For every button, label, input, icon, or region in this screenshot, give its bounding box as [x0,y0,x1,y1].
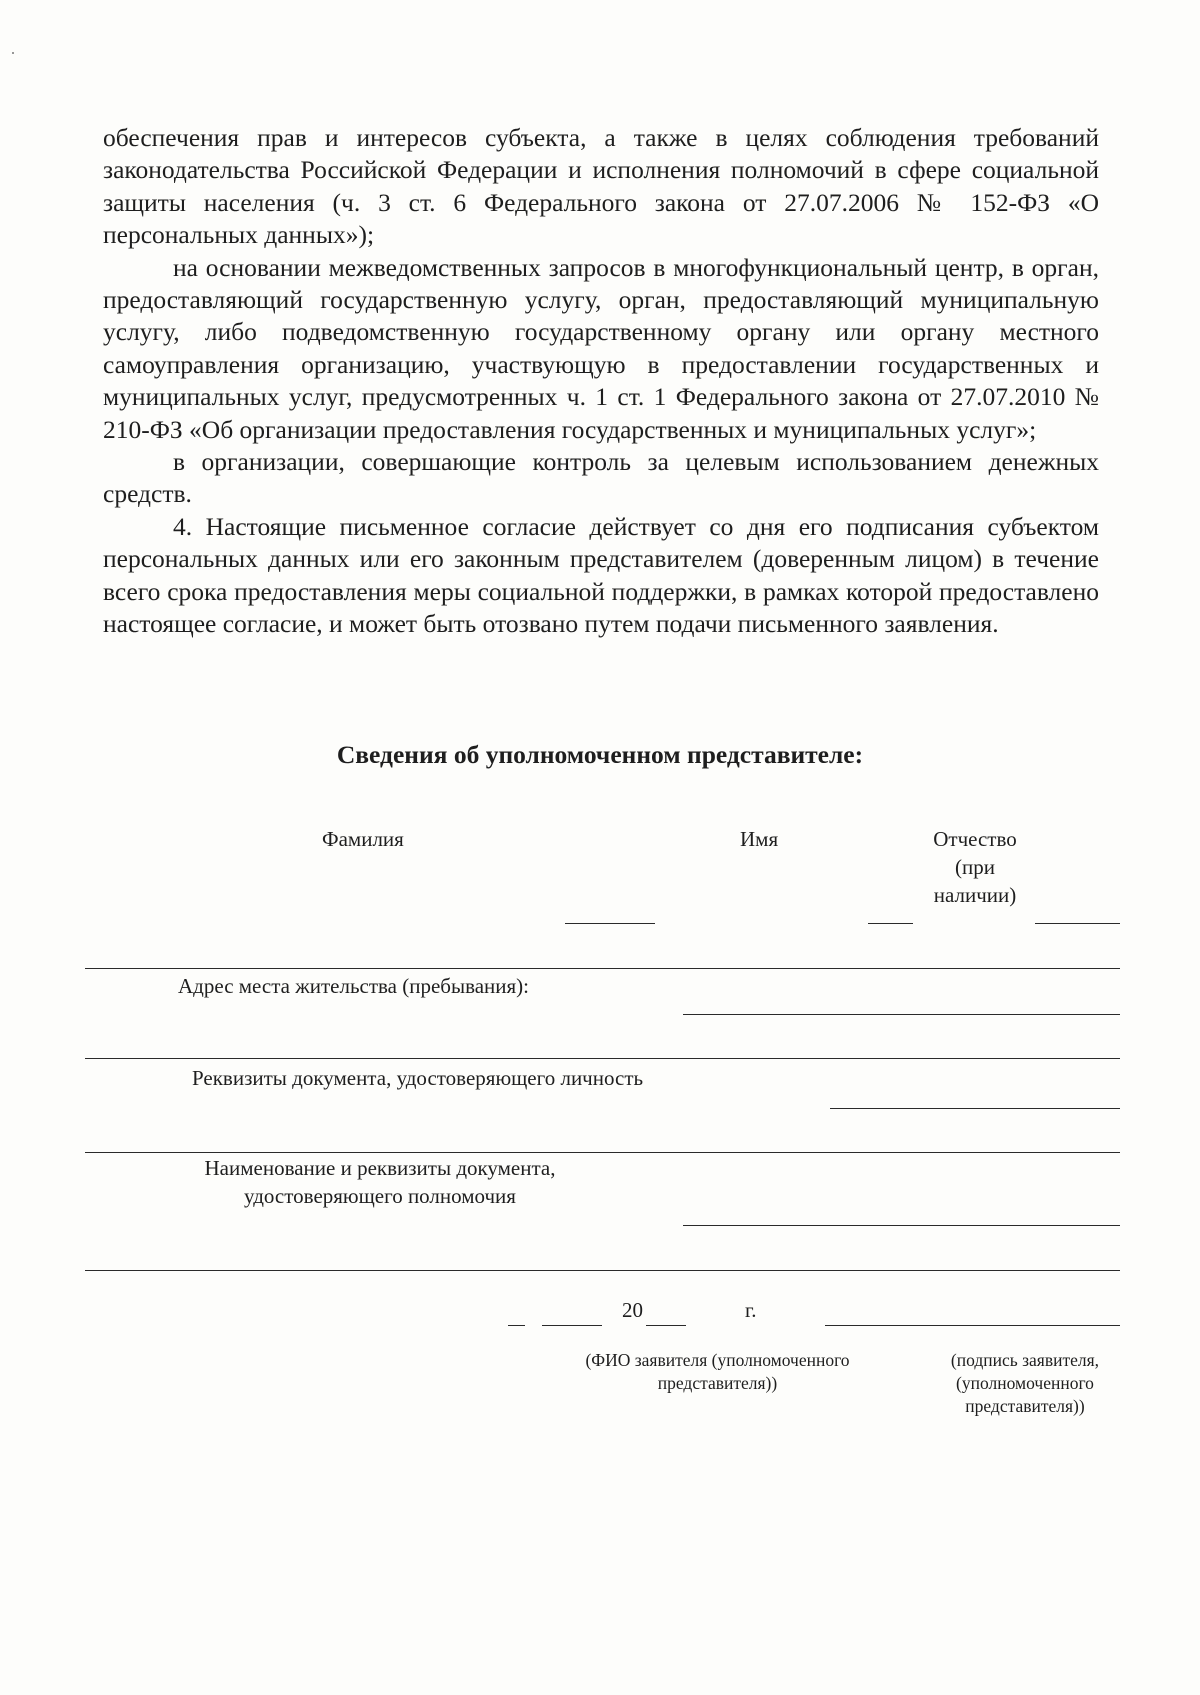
authority-document-line[interactable] [85,1270,1120,1271]
id-document-label: Реквизиты документа, удостоверяющего личность [192,1066,644,1090]
address-label: Адрес места жительства (пребывания): [178,974,530,998]
authority-document-label: Наименование и реквизиты документа, удостоверяющего полномочия [204,1156,556,1208]
year-suffix: г. [745,1298,757,1322]
fio-caption: (ФИО заявителя (уполномоченного представителя)) [585,1350,850,1393]
year-prefix: 20 [622,1298,643,1322]
authority-document-field[interactable] [683,1225,1120,1226]
year-field[interactable] [646,1325,686,1326]
id-document-field[interactable] [830,1108,1120,1109]
patronymic-field[interactable] [1035,923,1120,924]
id-document-line[interactable] [85,1152,1120,1153]
surname-field[interactable] [565,923,655,924]
address-field[interactable] [683,1014,1120,1015]
address-line[interactable] [85,1058,1120,1059]
month-field[interactable] [542,1325,602,1326]
day-field[interactable] [508,1325,525,1326]
paragraph-validity-clause: 4. Настоящие письменное согласие действует со дня его подписания субъектом персональных данных или его законным представителем (доверенным лицом) в течение всего срока предоставления меры социальной поддержки, в рамках которой предоставлено настоящее согласие, и может быть отозвано путем подачи письменного заявления. [103,511,1099,639]
signature-caption: (подпись заявителя, (уполномоченного представителя)) [950,1350,1100,1416]
name-field[interactable] [868,923,913,924]
patronymic-label: Отчество (при наличии) [933,827,1017,907]
full-name-line[interactable] [85,968,1120,969]
paragraph-rights: обеспечения прав и интересов субъекта, а также в целях соблюдения требований законодательства Российской Федерации и исполнения полномочий в сфере социальной защиты населения (ч. 3 ст. 6 Федерального закона от 27.07.2006 № 152-ФЗ «О персональных данных»); [103,123,1099,250]
surname-label: Фамилия [322,827,404,851]
paragraph-interagency-requests: на основании межведомственных запросов в многофункциональный центр, в орган, предоставляющий государственную услугу, орган, предоставляющий муниципальную услугу, либо подведомственную государственному органу или органу местного самоуправления организацию, участвующую в предоставлении государственных и муниципальных услуг, предусмотренных ч. 1 ст. 1 Федерального закона от 27.07.2010 № 210-ФЗ «Об организации предоставления государственных и муниципальных услуг»; [103,252,1099,444]
section-heading: Сведения об уполномоченном представителе: [336,740,864,769]
signature-field[interactable] [825,1325,1120,1326]
name-label: Имя [740,827,779,851]
paragraph-control-organizations: в организации, совершающие контроль за целевым использованием денежных средств. [103,447,1099,509]
